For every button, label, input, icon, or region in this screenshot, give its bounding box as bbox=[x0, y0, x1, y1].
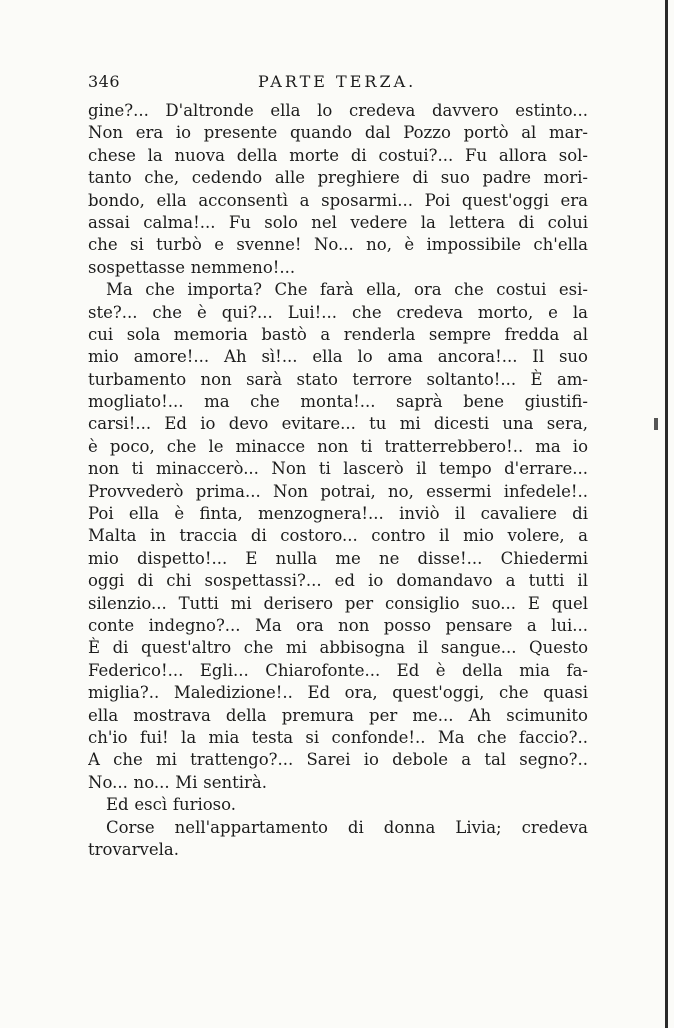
text-line: bondo, ella acconsentì a sposarmi... Poi quest'oggi era bbox=[88, 190, 588, 210]
text-line: No... no... Mi sentirà. bbox=[88, 772, 267, 792]
text-line: mio dispetto!... E nulla me ne disse!... Chiedermi bbox=[88, 548, 588, 568]
text-line: che si turbò e svenne! No... no, è impossibile ch'ella bbox=[88, 235, 588, 255]
text-line: conte indegno?... Ma ora non posso pensare a lui... bbox=[88, 615, 588, 635]
text-line: A che mi trattengo?... Sarei io debole a tal segno?.. bbox=[88, 750, 588, 770]
text-line: Malta in traccia di costoro... contro il mio volere, a bbox=[88, 526, 588, 546]
text-line: Ed escì furioso. bbox=[106, 795, 237, 815]
text-line: Federico!... Egli... Chiarofonte... Ed è della mia fa- bbox=[88, 660, 588, 680]
text-line: ch'io fui! la mia testa si confonde!.. Ma che faccio?.. bbox=[88, 727, 588, 747]
text-line: è poco, che le minacce non ti tratterrebbero!.. ma io bbox=[88, 436, 588, 456]
text-line: mio amore!... Ah sì!... ella lo ama ancora!... Il suo bbox=[88, 347, 588, 367]
body-text bbox=[88, 100, 588, 861]
text-line: miglia?.. Maledizione!.. Ed ora, quest'oggi, che quasi bbox=[88, 683, 588, 703]
text-line: non ti minaccerò... Non ti lascerò il tempo d'errare... bbox=[88, 459, 588, 479]
margin-mark bbox=[654, 418, 658, 430]
text-line: Poi ella è finta, menzognera!... inviò il cavaliere di bbox=[88, 504, 588, 524]
page-edge-shadow bbox=[665, 0, 668, 1028]
text-line: cui sola memoria bastò a renderla sempre fredda al bbox=[88, 324, 588, 344]
text-line: gine?... D'altronde ella lo credeva davvero estinto... bbox=[88, 101, 588, 120]
page-number: 346 bbox=[88, 72, 121, 91]
running-title: PARTE TERZA. bbox=[258, 72, 417, 91]
text-line: chese la nuova della morte di costui?... Fu allora sol- bbox=[88, 145, 588, 165]
text-line: tanto che, cedendo alle preghiere di suo padre mori- bbox=[88, 168, 588, 188]
text-line: Ma che importa? Che farà ella, ora che costui esi- bbox=[106, 280, 588, 300]
text-line: oggi di chi sospettassi?... ed io domandavo a tutti il bbox=[88, 571, 588, 591]
text-line: carsi!... Ed io devo evitare... tu mi dicesti una sera, bbox=[88, 414, 588, 434]
page-header bbox=[88, 72, 588, 94]
text-line: silenzio... Tutti mi derisero per consiglio suo... E quel bbox=[88, 593, 588, 613]
text-line: trovarvela. bbox=[88, 839, 179, 859]
text-line: sospettasse nemmeno!... bbox=[88, 257, 296, 277]
text-line: assai calma!... Fu solo nel vedere la lettera di colui bbox=[88, 212, 588, 232]
text-line: ella mostrava della premura per me... Ah scimunito bbox=[88, 705, 588, 725]
text-line: Non era io presente quando dal Pozzo portò al mar- bbox=[88, 123, 588, 143]
text-line: ste?... che è qui?... Lui!... che credeva morto, e la bbox=[88, 302, 588, 322]
text-line: Corse nell'appartamento di donna Livia; credeva bbox=[106, 817, 588, 837]
text-line: È di quest'altro che mi abbisogna il sangue... Questo bbox=[88, 638, 588, 658]
text-line: Provvederò prima... Non potrai, no, essermi infedele!.. bbox=[88, 481, 588, 501]
text-line: mogliato!... ma che monta!... saprà bene giustifi- bbox=[88, 392, 588, 412]
text-line: turbamento non sarà stato terrore soltanto!... È am- bbox=[88, 369, 588, 389]
